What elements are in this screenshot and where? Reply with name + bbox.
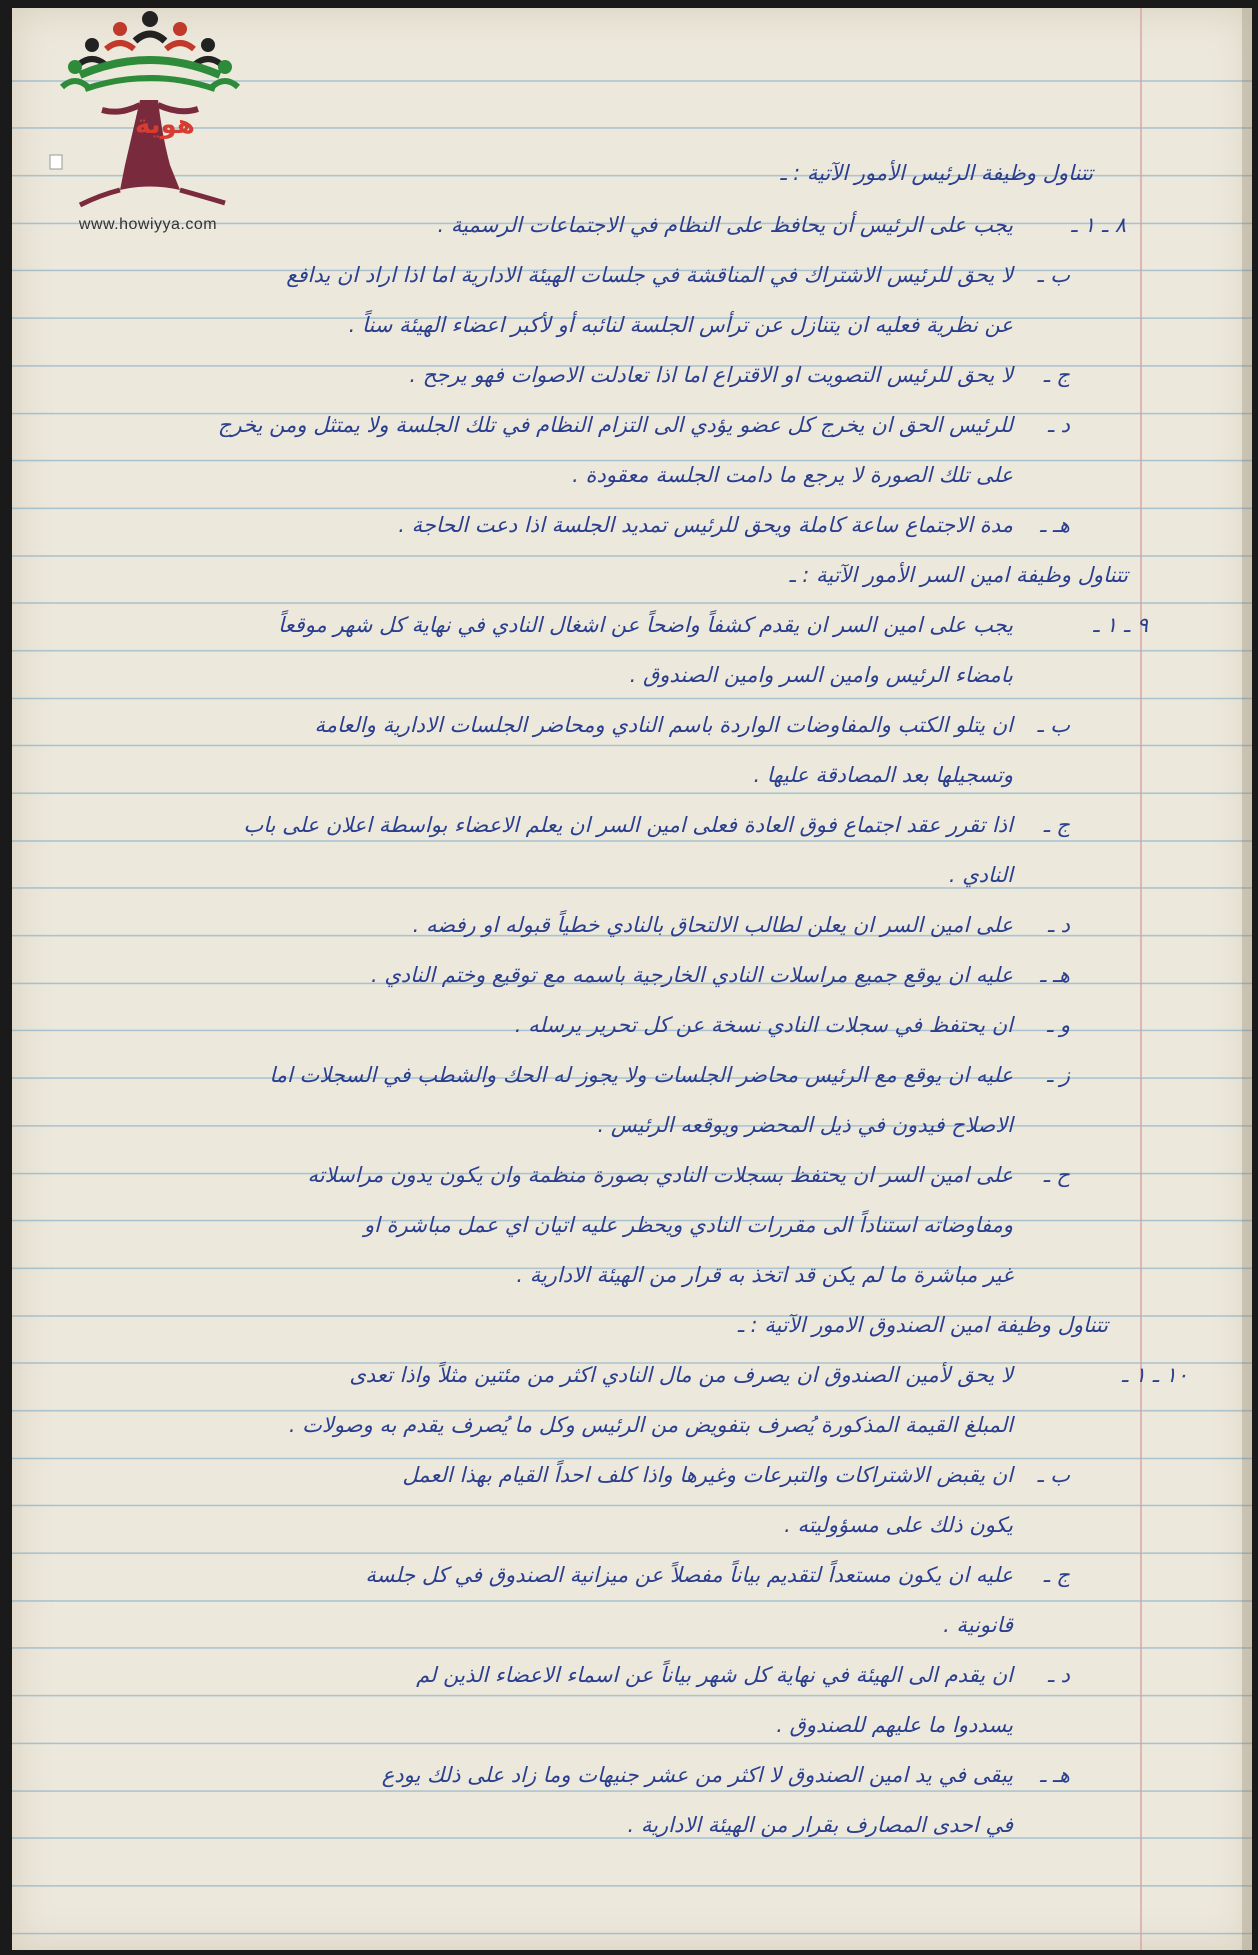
item-line: اذا تقرر عقد اجتماع فوق العادة فعلى امين السر ان يعلم الاعضاء بواسطة اعلان على باب (243, 813, 1013, 837)
logo-text: هوية (135, 110, 195, 140)
item-line: ومفاوضاته استناداً الى مقررات النادي ويحظر عليه اتيان اي عمل مباشرة او (364, 1213, 1013, 1237)
item-label: ج ـ (1043, 1563, 1070, 1587)
item-line: على امين السر ان يعلن لطالب الالتحاق بالنادي خطياً قبوله او رفضه . (412, 913, 1013, 937)
item-line: على امين السر ان يحتفظ بسجلات النادي بصورة منظمة وان يكون يدون مراسلاته (307, 1163, 1013, 1187)
item-label: د ـ (1047, 1663, 1070, 1687)
item-line: يسددوا ما عليهم للصندوق . (776, 1713, 1013, 1737)
item-label: ز ـ (1047, 1063, 1070, 1087)
item-line: يجب على الرئيس أن يحافظ على النظام في الاجتماعات الرسمية . (437, 213, 1013, 237)
item-label: ح ـ (1043, 1163, 1070, 1187)
section-heading: تتناول وظيفة امين السر الأمور الآتية : ـ (789, 563, 1128, 587)
item-line: في احدى المصارف بقرار من الهيئة الادارية . (627, 1813, 1013, 1837)
item-line: الاصلاح فيدون في ذيل المحضر ويوقعه الرئيس . (597, 1113, 1013, 1137)
item-line: لا يحق لأمين الصندوق ان يصرف من مال النادي اكثر من مئتين مثلاً واذا تعدى (349, 1363, 1013, 1387)
item-label: ج ـ (1043, 813, 1070, 837)
item-line: بامضاء الرئيس وامين السر وامين الصندوق . (629, 663, 1013, 687)
item-label: ب ـ (1037, 263, 1070, 287)
item-label: هـ ـ (1039, 963, 1070, 987)
item-label: و ـ (1047, 1013, 1070, 1037)
item-line: قانونية . (943, 1613, 1013, 1637)
item-line: وتسجيلها بعد المصادقة عليها . (753, 763, 1013, 787)
clause-number: ٨ ـ ١ ـ (1071, 213, 1126, 237)
watermark-url: www.howiyya.com (78, 216, 218, 233)
item-label: هـ ـ (1039, 1763, 1070, 1787)
item-line: يكون ذلك على مسؤوليته . (784, 1513, 1013, 1537)
item-line: ان يقدم الى الهيئة في نهاية كل شهر بياناً عن اسماء الاعضاء الذين لم (416, 1663, 1013, 1687)
item-line: ان يحتفظ في سجلات النادي نسخة عن كل تحرير يرسله . (514, 1013, 1013, 1037)
item-label: ب ـ (1037, 1463, 1070, 1487)
item-line: يبقى في يد امين الصندوق لا اكثر من عشر جنيهات وما زاد على ذلك يودع (381, 1763, 1013, 1787)
item-line: لا يحق للرئيس الاشتراك في المناقشة في جلسات الهيئة الادارية اما اذا اراد ان يدافع (286, 263, 1013, 287)
section-heading: تتناول وظيفة الرئيس الأمور الآتية : ـ (780, 161, 1093, 185)
item-line: يجب على امين السر ان يقدم كشفاً واضحاً عن اشغال النادي في نهاية كل شهر موقعاً (278, 613, 1013, 637)
item-line: النادي . (948, 863, 1013, 887)
item-line: لا يحق للرئيس التصويت او الاقتراع اما اذا تعادلت الاصوات فهو يرجح . (409, 363, 1013, 387)
item-label: د ـ (1047, 913, 1070, 937)
item-line: عليه ان يوقع مع الرئيس محاضر الجلسات ولا يجوز له الحك والشطب في السجلات اما (269, 1063, 1013, 1087)
item-label: هـ ـ (1039, 513, 1070, 537)
item-line: ان يتلو الكتب والمفاوضات الواردة باسم النادي ومحاضر الجلسات الادارية والعامة (314, 713, 1013, 737)
item-label: ب ـ (1037, 713, 1070, 737)
item-line: للرئيس الحق ان يخرج كل عضو يؤدي الى التزام النظام في تلك الجلسة ولا يمتثل ومن يخرج (217, 413, 1013, 437)
item-line: غير مباشرة ما لم يكن قد اتخذ به قرار من الهيئة الادارية . (516, 1263, 1013, 1287)
clause-number: ١٠ ـ ١ ـ (1121, 1363, 1188, 1387)
item-line: ان يقبض الاشتراكات والتبرعات وغيرها واذا كلف احداً القيام بهذا العمل (402, 1463, 1013, 1487)
item-label: ج ـ (1043, 363, 1070, 387)
item-line: على تلك الصورة لا يرجع ما دامت الجلسة معقودة . (572, 463, 1013, 487)
item-line: مدة الاجتماع ساعة كاملة ويحق للرئيس تمديد الجلسة اذا دعت الحاجة . (398, 513, 1013, 537)
clause-number: ٩ ـ ١ ـ (1093, 613, 1148, 637)
item-line: عليه ان يكون مستعداً لتقديم بياناً مفصلاً عن ميزانية الصندوق في كل جلسة (365, 1563, 1013, 1587)
item-line: عليه ان يوقع جميع مراسلات النادي الخارجية باسمه مع توقيع وختم النادي . (371, 963, 1013, 987)
item-line: المبلغ القيمة المذكورة يُصرف بتفويض من الرئيس وكل ما يُصرف يقدم به وصولات . (288, 1413, 1013, 1437)
section-heading: تتناول وظيفة امين الصندوق الامور الآتية : ـ (737, 1313, 1108, 1337)
item-line: عن نظرية فعليه ان يتنازل عن ترأس الجلسة لنائبه أو لأكبر اعضاء الهيئة سناً . (348, 313, 1013, 337)
item-label: د ـ (1047, 413, 1070, 437)
